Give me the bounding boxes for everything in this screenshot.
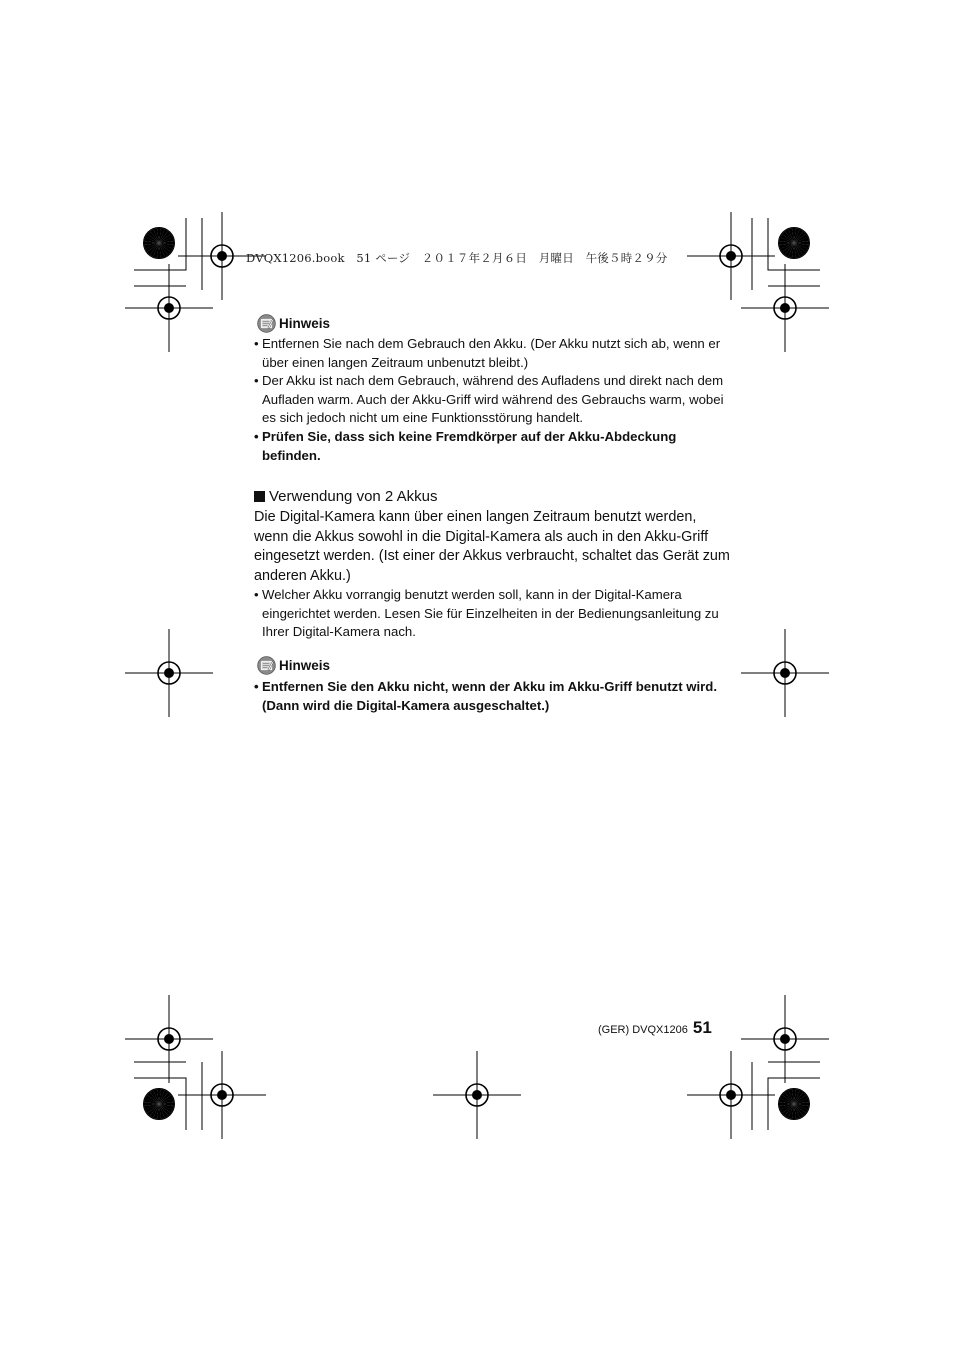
registration-mark-icon (741, 995, 829, 1083)
note-block (254, 655, 730, 715)
note-pencil-icon (257, 656, 276, 675)
bullet-dot: • (254, 678, 259, 694)
list-item (254, 678, 730, 715)
registration-mark-icon (178, 1051, 266, 1139)
registration-mark-icon (125, 995, 213, 1083)
bullet-dot: • (254, 336, 259, 351)
list-item-text: Entfernen Sie nach dem Gebrauch den Akku. (Der Akku nutzt sich ab, wenn er über einen langen Zeitraum unbenutzt bleibt.) (262, 336, 721, 370)
note-heading (254, 312, 730, 334)
list-item (254, 586, 730, 642)
note-block (254, 312, 730, 465)
section-heading (254, 486, 730, 507)
registration-mark-icon (433, 1051, 521, 1139)
registration-mark-icon (687, 1051, 775, 1139)
registration-mark-icon (741, 264, 829, 352)
list-item-text: Welcher Akku vorrangig benutzt werden soll, kann in der Digital-Kamera eingerichtet werden. Lesen Sie für Einzelheiten in der Bedienungsanleitung zu Ihrer Digital-Kamera nach. (262, 587, 719, 640)
star-target-top-right-icon (779, 228, 810, 259)
registration-mark-icon (741, 629, 829, 717)
document-code: (GER) DVQX1206 (598, 1024, 688, 1036)
star-target-bottom-right-icon (779, 1089, 810, 1120)
bullet-dot: • (254, 373, 259, 389)
note-bullet-list (254, 335, 730, 465)
list-item-text: Der Akku ist nach dem Gebrauch, während des Aufladens und direkt nach dem Aufladen warm. Auch der Akku-Griff wird während des Gebrauchs warm, wobei es sich jedoch nicht um eine Funktionsstörung handelt. (262, 373, 724, 426)
note-bullet-list (254, 678, 730, 715)
page-number: 51 (692, 1018, 712, 1037)
registration-mark-icon (125, 629, 213, 717)
list-item (254, 335, 730, 372)
black-square-icon (254, 491, 265, 502)
page-footer (598, 1018, 712, 1038)
star-target-bottom-left-icon (144, 1089, 175, 1120)
note-title: Hinweis (279, 658, 331, 674)
section-bullet-list (254, 586, 730, 642)
note-pencil-icon (257, 314, 276, 333)
section-title: Verwendung von 2 Akkus (269, 488, 438, 506)
registration-mark-icon (125, 264, 213, 352)
list-item (254, 428, 730, 465)
page-content (254, 312, 730, 715)
registration-mark-icon (687, 212, 775, 300)
note-title: Hinweis (279, 315, 331, 331)
print-info-line: DVQX1206.book 51 ページ ２０１７年２月６日 月曜日 午後５時２９分 (246, 251, 668, 265)
list-item-text: Entfernen Sie den Akku nicht, wenn der Akku im Akku-Griff benutzt wird. (Dann wird die Digital-Kamera ausgeschaltet.) (262, 678, 718, 713)
note-heading (254, 655, 730, 677)
bullet-dot: • (254, 428, 259, 444)
star-target-top-left-icon (144, 228, 175, 259)
list-item (254, 372, 730, 428)
section-paragraph: Die Digital-Kamera kann über einen langen Zeitraum benutzt werden, wenn die Akkus sowohl in die Digital-Kamera als auch in den Akku-Griff eingesetzt werden. (Ist einer der Akkus verbraucht, schaltet das Gerät zum anderen Akku.) (254, 509, 730, 584)
list-item-text: Prüfen Sie, dass sich keine Fremdkörper auf der Akku-Abdeckung befinden. (262, 428, 677, 463)
bullet-dot: • (254, 587, 259, 603)
